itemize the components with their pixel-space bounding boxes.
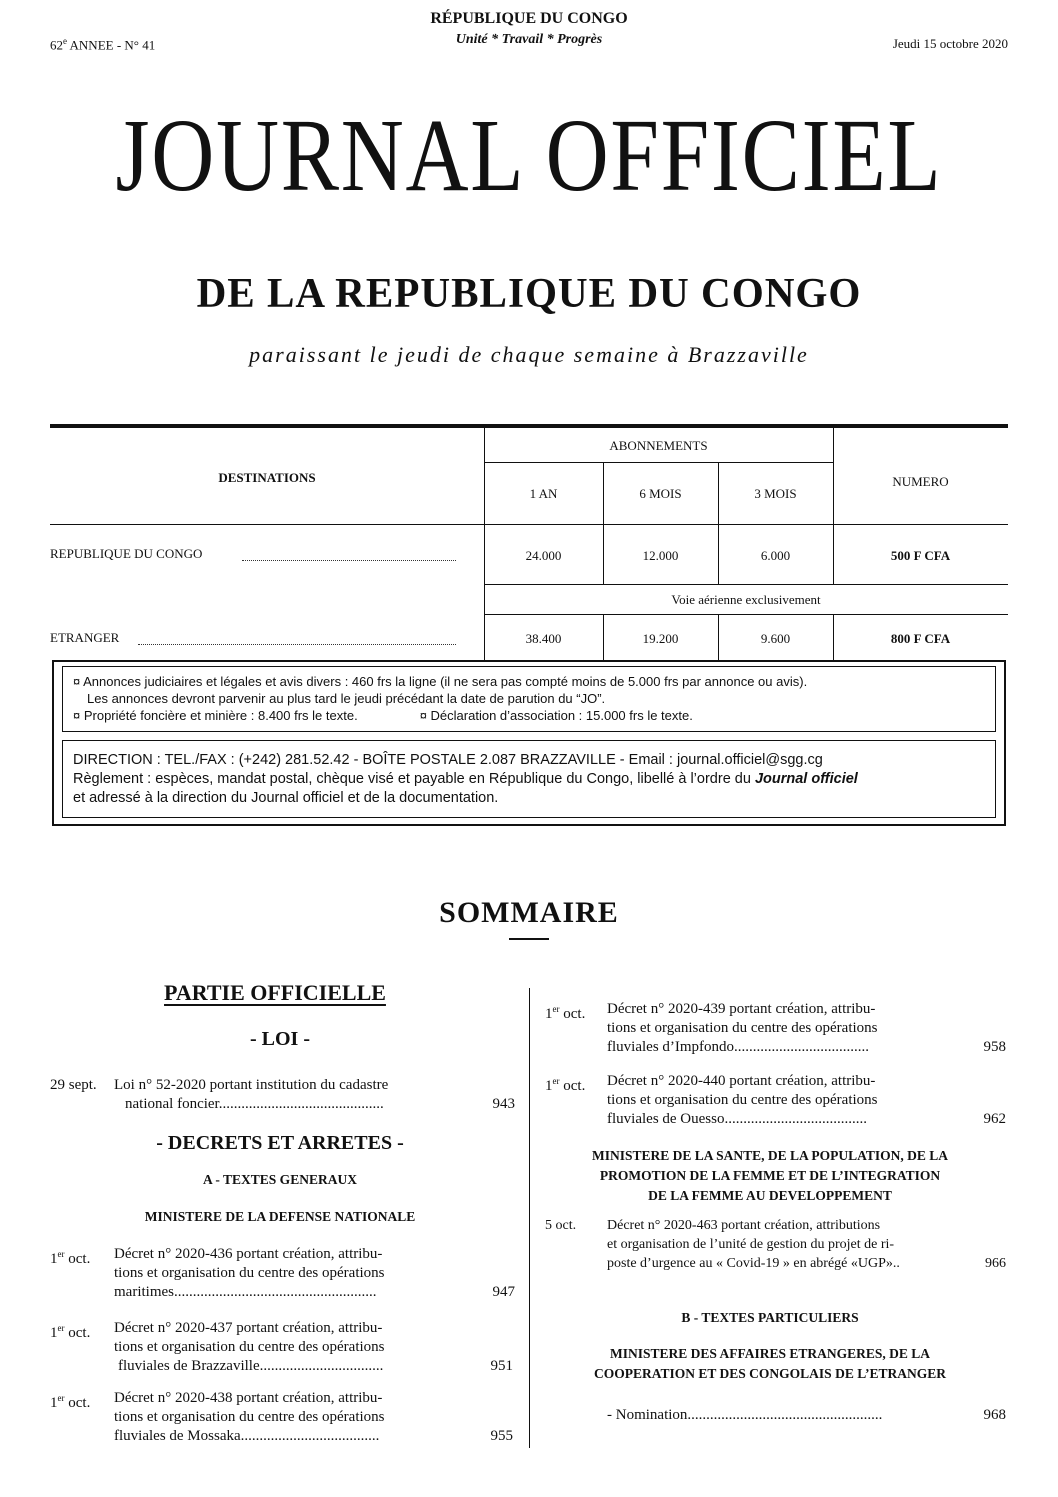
decret-436-entry[interactable]: 1er oct. Décret n° 2020-436 portant création, attribu- tions et organisation du centre des opérations maritimes...................................................... 947 — [50, 1246, 515, 1300]
propriete-line: ¤ Propriété foncière et minière : 8.400 frs le texte. ¤ Déclaration d’association : 15.000 frs le texte. — [73, 708, 693, 723]
destination-etranger: ETRANGER — [50, 630, 120, 645]
textes-particuliers-heading: B - TEXTES PARTICULIERS — [681, 1310, 859, 1325]
page-number: 968 — [983, 1407, 1006, 1423]
period-6-mois: 6 MOIS — [639, 486, 682, 501]
page-number: 947 — [492, 1284, 515, 1300]
price-congo-6-mois: 12.000 — [642, 548, 679, 563]
journal-officiel-emphasis: Journal officiel — [754, 771, 858, 787]
declaration-association: ¤ Déclaration d’association : 15.000 frs le texte. — [419, 708, 693, 723]
national-motto: Unité * Travail * Progrès — [455, 32, 603, 47]
page-number: 955 — [490, 1428, 513, 1444]
country-name: RÉPUBLIQUE DU CONGO — [430, 10, 628, 27]
sommaire-underline — [509, 938, 549, 940]
ministere-sante-heading: MINISTERE DE LA SANTE, DE LA POPULATION, DE LA PROMOTION DE LA FEMME ET DE L’INTEGRATION DE LA FEMME AU DEVELOPPEMENT — [591, 1148, 949, 1203]
price-etranger-3-mois: 9.600 — [760, 631, 791, 646]
page-number: 958 — [983, 1039, 1006, 1055]
numero-etranger: 800 F CFA — [890, 631, 951, 646]
period-3-mois: 3 MOIS — [754, 486, 797, 501]
voie-aerienne-note: Voie aérienne exclusivement — [671, 592, 821, 607]
numero-header: NUMERO — [892, 474, 949, 489]
masthead-tagline: paraissant le jeudi de chaque semaine à Brazzaville — [249, 342, 809, 367]
annonces-line: ¤ Annonces judiciaires et légales et avis divers : 460 frs la ligne (il ne sera pas compté moins de 5.000 frs par annonce ou avis). — [73, 674, 808, 689]
masthead-subtitle: DE LA REPUBLIQUE DU CONGO — [196, 271, 862, 317]
decret-440-entry[interactable]: 1er oct. Décret n° 2020-440 portant création, attribu- tions et organisation du centre des opérations fluviales de Ouesso...................................... 962 — [545, 1073, 1006, 1127]
destination-congo: REPUBLIQUE DU CONGO — [50, 546, 203, 561]
reglement-line-2: et adressé à la direction du Journal officiel et de la documentation. — [73, 790, 499, 806]
abonnements-header: ABONNEMENTS — [609, 438, 708, 453]
loi-entry[interactable]: 29 sept. Loi n° 52-2020 portant institution du cadastre national foncier............................................ 943 — [50, 1077, 515, 1112]
price-etranger-6-mois: 19.200 — [642, 631, 679, 646]
decret-438-entry[interactable]: 1er oct. Décret n° 2020-438 portant création, attribu- tions et organisation du centre des opérations fluviales de Mossaka..................................... 955 — [50, 1390, 513, 1444]
textes-generaux-heading: A - TEXTES GENERAUX — [203, 1172, 357, 1187]
ministere-defense-heading: MINISTERE DE LA DEFENSE NATIONALE — [144, 1209, 416, 1224]
annonces-deadline: Les annonces devront parvenir au plus tard le jeudi précédant la date de parution du “JO”. — [87, 691, 606, 706]
reglement-line: Règlement : espèces, mandat postal, chèque visé et payable en République du Congo, libellé à l’ordre du Journal officiel — [73, 771, 858, 787]
decrets-heading: - DECRETS ET ARRETES - — [156, 1132, 404, 1154]
issue-date: Jeudi 15 octobre 2020 — [892, 36, 1008, 51]
page-number: 943 — [492, 1096, 515, 1112]
tariff-table — [50, 424, 1008, 660]
direction-line: DIRECTION : TEL./FAX : (+242) 281.52.42 - BOÎTE POSTALE 2.087 BRAZZAVILLE - Email : journal.officiel@sgg.cg — [73, 752, 823, 768]
nomination-entry[interactable]: - Nomination.................................................... 968 — [607, 1407, 1006, 1423]
destinations-header: DESTINATIONS — [218, 470, 316, 485]
sommaire-title: SOMMAIRE — [439, 896, 619, 929]
price-congo-3-mois: 6.000 — [760, 548, 791, 563]
page-number: 962 — [983, 1111, 1006, 1127]
decret-463-entry[interactable]: 5 oct. Décret n° 2020-463 portant création, attributions et organisation de l’unité de gestion du projet de ri- poste d’urgence au « Covid-19 » en abrégé «UGP».. 966 — [545, 1218, 1006, 1271]
annonces-box — [62, 666, 996, 732]
decret-439-entry[interactable]: 1er oct. Décret n° 2020-439 portant création, attribu- tions et organisation du centre des opérations fluviales d’Impfondo.................................... 958 — [545, 1001, 1006, 1055]
price-congo-1-an: 24.000 — [525, 548, 562, 563]
partie-officielle-heading: PARTIE OFFICIELLE — [164, 980, 386, 1005]
ministere-affaires-etrangeres-heading: MINISTERE DES AFFAIRES ETRANGERES, DE LA COOPERATION ET DES CONGOLAIS DE L’ETRANGER — [594, 1346, 946, 1381]
issue-number: 62e ANNEE - N° 41 — [50, 36, 156, 53]
loi-heading: - LOI - — [250, 1028, 310, 1050]
page-number: 966 — [985, 1256, 1006, 1271]
decret-437-entry[interactable]: 1er oct. Décret n° 2020-437 portant création, attribu- tions et organisation du centre des opérations fluviales de Brazzaville................................. 951 — [50, 1320, 513, 1374]
direction-box — [62, 740, 996, 818]
page-number: 951 — [490, 1358, 513, 1374]
column-divider — [529, 988, 530, 1448]
numero-congo: 500 F CFA — [890, 548, 951, 563]
masthead-title: JOURNAL OFFICIEL — [115, 98, 943, 213]
price-etranger-1-an: 38.400 — [525, 631, 562, 646]
period-1-an: 1 AN — [529, 486, 558, 501]
